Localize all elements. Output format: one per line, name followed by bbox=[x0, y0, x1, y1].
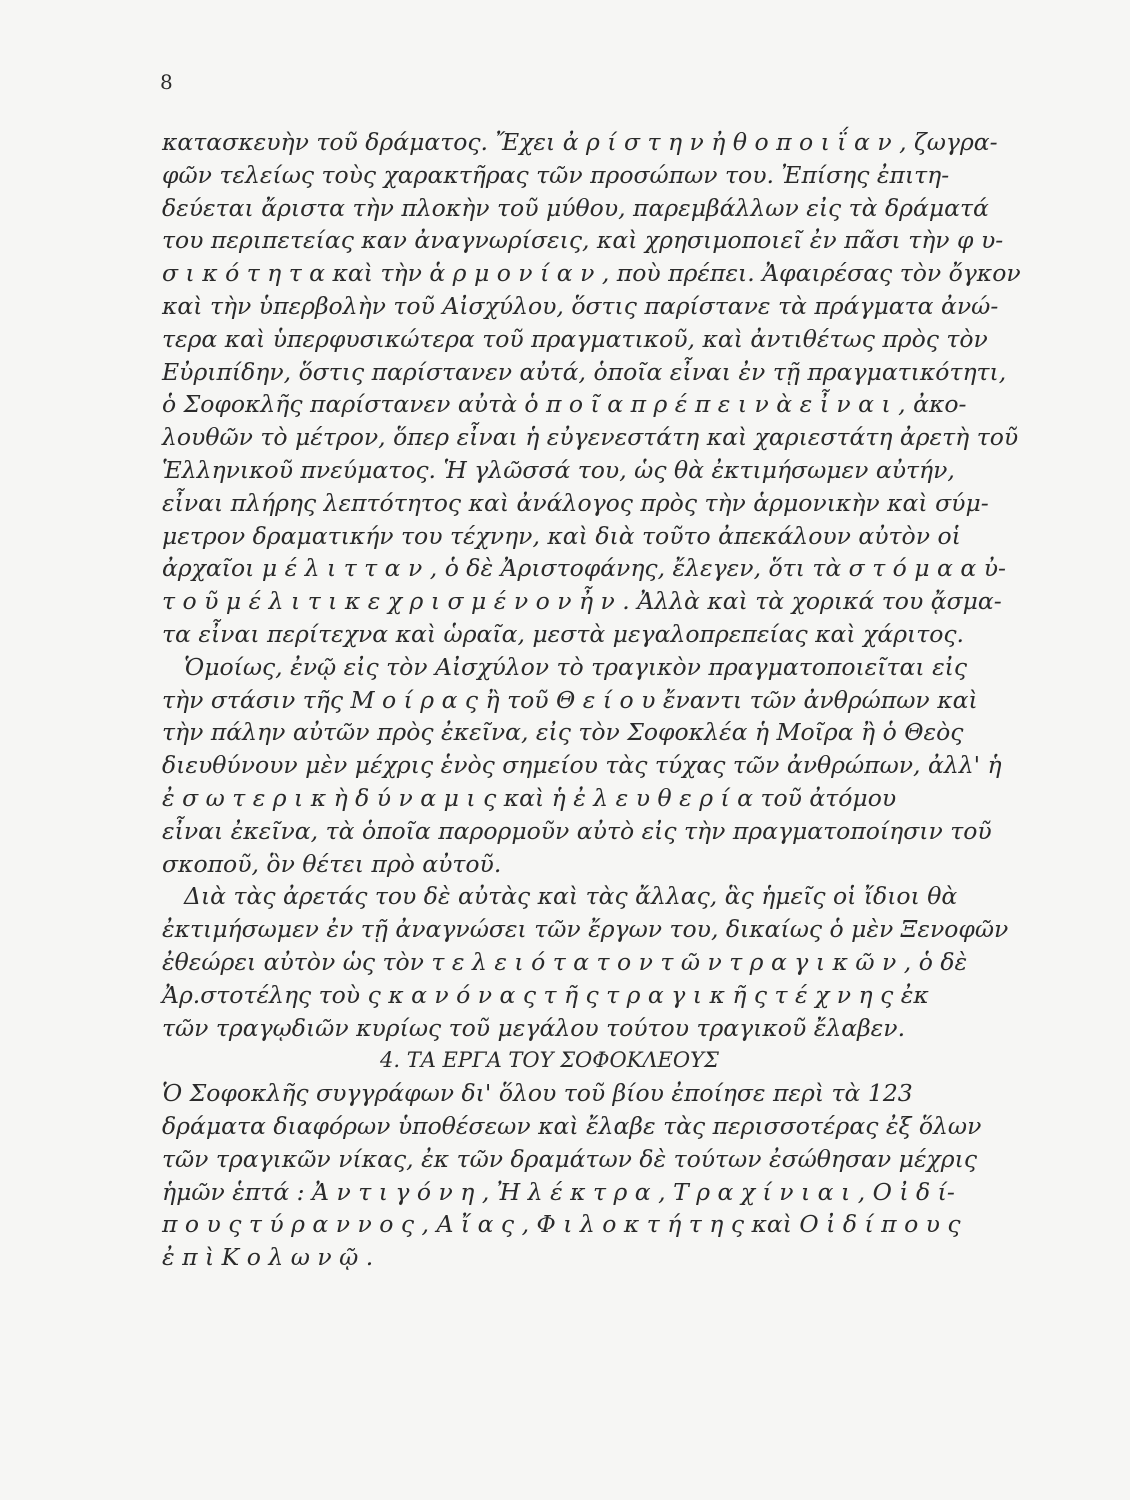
text-line: λουθῶν τὸ μέτρον, ὅπερ εἶναι ἡ εὐγενεστάτη καὶ χαριεστάτη ἀρετὴ τοῦ bbox=[162, 423, 1019, 452]
text-line: φῶν τελείως τοὺς χαρακτῆρας τῶν προσώπων του. Ἐπίσης ἐπιτη- bbox=[162, 160, 950, 189]
text-line: δεύεται ἄριστα τὴν πλοκὴν τοῦ μύθου, παρεμβάλλων εἰς τὰ δράματά bbox=[162, 193, 989, 222]
text-line: εἶναι πλήρης λεπτότητος καὶ ἀνάλογος πρὸς τὴν ἁρμονικὴν καὶ σύμ- bbox=[162, 488, 989, 517]
text-line: τερα καὶ ὑπερφυσικώτερα τοῦ πραγματικοῦ, καὶ ἀντιθέτως πρὸς τὸν bbox=[162, 324, 988, 353]
text-line: ἐ π ὶ Κ ο λ ω ν ῷ . bbox=[162, 1243, 374, 1272]
text-line: καὶ τὴν ὑπερβολὴν τοῦ Αἰσχύλου, ὅστις παρίστανε τὰ πράγματα ἀνώ- bbox=[162, 291, 999, 320]
text-line: εἶναι ἐκεῖνα, τὰ ὁποῖα παρορμοῦν αὐτὸ εἰς τὴν πραγματοποίησιν τοῦ bbox=[162, 816, 992, 845]
text-line: κατασκευὴν τοῦ δράματος. Ἔχει ἀ ρ ί σ τ η ν ἠ θ ο π ο ι ΐ α ν , ζωγρα- bbox=[162, 128, 998, 156]
text-line: τὴν πάλην αὐτῶν πρὸς ἐκεῖνα, εἰς τὸν Σοφοκλέα ἡ Μοῖρα ἢ ὁ Θεὸς bbox=[162, 718, 964, 747]
text-line: Ὁμοίως, ἐνῷ εἰς τὸν Αἰσχύλον τὸ τραγικὸν πραγματοποιεῖται εἰς bbox=[184, 652, 968, 681]
document-body bbox=[162, 126, 1021, 1274]
section-heading: 4. ΤΑ ΕΡΓΑ ΤΟΥ ΣΟΦΟΚΛΕΟΥΣ bbox=[380, 1048, 719, 1073]
text-line: Ἑλληνικοῦ πνεύματος. Ἡ γλῶσσά του, ὡς θὰ ἐκτιμήσωμεν αὐτήν, bbox=[162, 455, 955, 484]
text-line: ἐθεώρει αὐτὸν ὡς τὸν τ ε λ ε ι ό τ α τ ο ν τ ῶ ν τ ρ α γ ι κ ῶ ν , ὁ δὲ bbox=[162, 947, 968, 976]
text-line: Ὁ Σοφοκλῆς συγγράφων δι' ὅλου τοῦ βίου ἐποίησε περὶ τὰ 123 bbox=[162, 1079, 913, 1108]
text-line: τὴν στάσιν τῆς Μ ο ί ρ α ς ἢ τοῦ Θ ε ί ο υ ἔναντι τῶν ἀνθρώπων καὶ bbox=[162, 685, 978, 714]
text-line: τῶν τραγῳδιῶν κυρίως τοῦ μεγάλου τούτου τραγικοῦ ἔλαβεν. bbox=[162, 1013, 906, 1042]
text-line: Διὰ τὰς ἀρετάς του δὲ αὐτὰς καὶ τὰς ἄλλας, ἃς ἡμεῖς οἱ ἴδιοι θὰ bbox=[184, 882, 958, 911]
page-number: 8 bbox=[160, 70, 173, 94]
section-text bbox=[162, 1077, 994, 1274]
text-line: σκοποῦ, ὃν θέτει πρὸ αὐτοῦ. bbox=[162, 849, 502, 878]
text-line: Ἀρ.στοτέλης τοὺ ς κ α ν ό ν α ς τ ῆ ς τ ρ α γ ι κ ῆ ς τ έ χ ν η ς ἐκ bbox=[162, 980, 929, 1009]
text-line: τ ο ῦ μ έ λ ι τ ι κ ε χ ρ ι σ μ έ ν ο ν ἦ ν . Ἀλλὰ καὶ τὰ χορικά του ᾄσμα- bbox=[162, 587, 1002, 616]
text-line: μετρον δραματικήν του τέχνην, καὶ διὰ τοῦτο ἀπεκάλουν αὐτὸν οἱ bbox=[162, 521, 961, 550]
text-line: ἀρχαῖοι μ έ λ ι τ τ α ν , ὁ δὲ Ἀριστοφάνης, ἔλεγεν, ὅτι τὰ σ τ ό μ α α ὐ- bbox=[162, 554, 1006, 583]
text-line: Εὐριπίδην, ὅστις παρίστανεν αὐτά, ὁποῖα εἶναι ἐν τῇ πραγματικότητι, bbox=[162, 357, 1007, 386]
text-line: διευθύνουν μὲν μέχρις ἑνὸς σημείου τὰς τύχας τῶν ἀνθρώπων, ἀλλ' ἡ bbox=[162, 751, 1002, 780]
text-line: ἡμῶν ἑπτά : Ἀ ν τ ι γ ό ν η , Ἠ λ έ κ τ ρ α , Τ ρ α χ ί ν ι α ι , Ο ἰ δ ί- bbox=[162, 1177, 955, 1206]
text-line: του περιπετείας καν ἀναγνωρίσεις, καὶ χρησιμοποιεῖ ἐν πᾶσι τὴν φ υ- bbox=[162, 226, 1004, 255]
text-line: δράματα διαφόρων ὑποθέσεων καὶ ἔλαβε τὰς περισσοτέρας ἐξ ὅλων bbox=[162, 1111, 982, 1140]
main-text bbox=[162, 126, 1021, 1044]
text-line: π ο υ ς τ ύ ρ α ν ν ο ς , Α ἴ α ς , Φ ι λ ο κ τ ή τ η ς καὶ Ο ἰ δ ί π ο υ ς bbox=[162, 1210, 961, 1239]
text-line: ἐκτιμήσωμεν ἐν τῇ ἀναγνώσει τῶν ἔργων του, δικαίως ὁ μὲν Ξενοφῶν bbox=[162, 915, 1009, 944]
text-line: τῶν τραγικῶν νίκας, ἐκ τῶν δραμάτων δὲ τούτων ἐσώθησαν μέχρις bbox=[162, 1144, 977, 1173]
text-line: ὁ Σοφοκλῆς παρίστανεν αὐτὰ ὁ π ο ῖ α π ρ έ π ε ι ν ὰ ε ἶ ν α ι , ἀκο- bbox=[162, 390, 967, 419]
text-line: σ ι κ ό τ η τ α καὶ τὴν ἁ ρ μ ο ν ί α ν , ποὺ πρέπει. Ἀφαιρέσας τὸν ὄγκον bbox=[162, 259, 1021, 288]
text-line: τα εἶναι περίτεχνα καὶ ὡραῖα, μεστὰ μεγαλοπρεπείας καὶ χάριτος. bbox=[162, 619, 965, 648]
text-line: ἐ σ ω τ ε ρ ι κ ὴ δ ύ ν α μ ι ς καὶ ἡ ἐ λ ε υ θ ε ρ ί α τοῦ ἀτόμου bbox=[162, 783, 897, 812]
